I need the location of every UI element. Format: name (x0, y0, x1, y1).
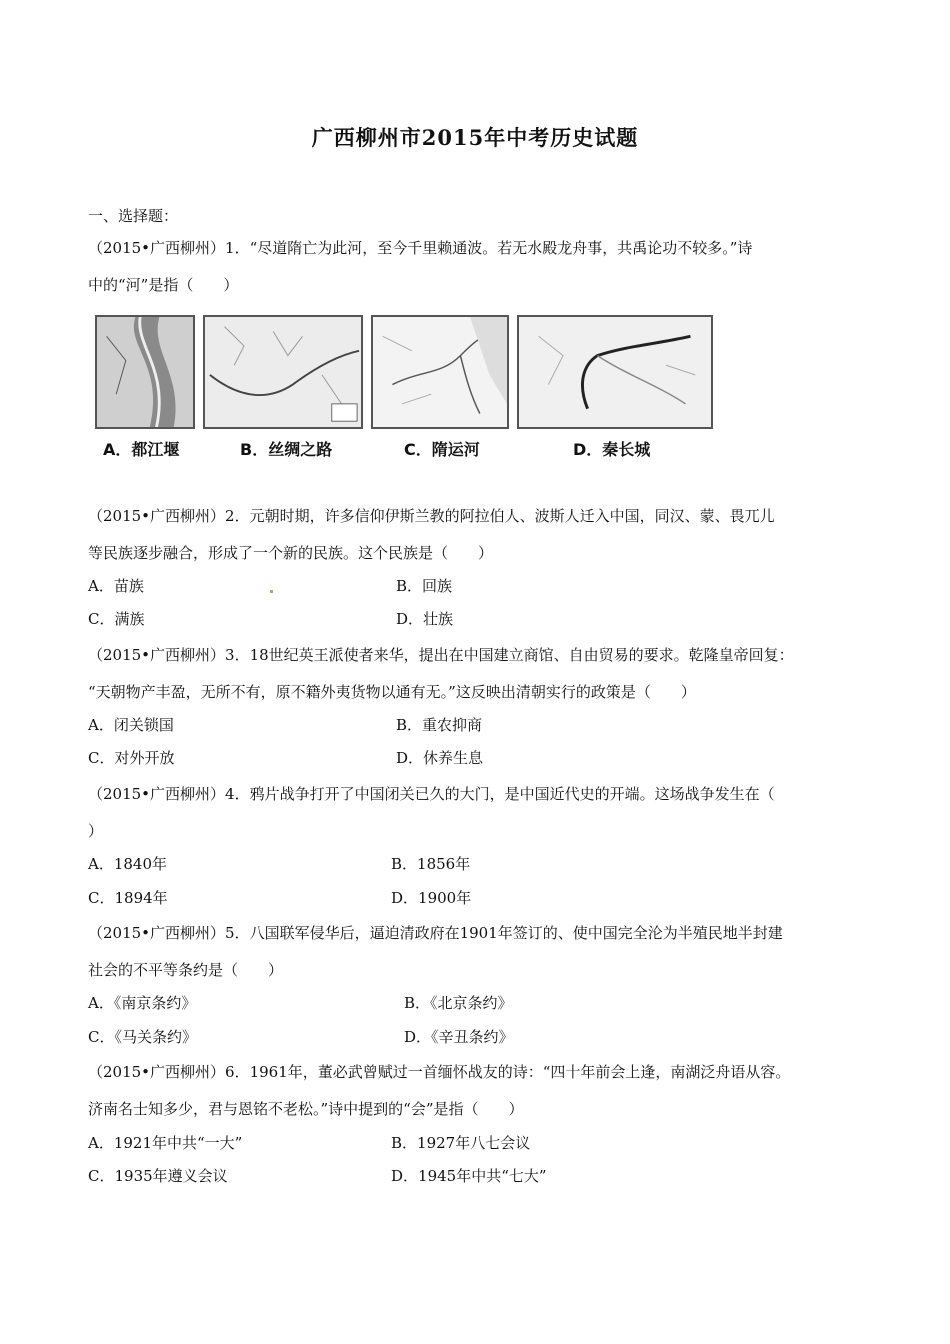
question-3-option-c: C．对外开放 (88, 749, 175, 767)
question-1-line-2: 中的“河”是指（ ） (88, 276, 239, 294)
question-4-option-d: D．1900年 (391, 889, 472, 907)
question-3-option-a: A．闭关锁国 (88, 716, 174, 734)
question-4-option-c: C．1894年 (88, 889, 168, 907)
question-2-line-1: （2015•广西柳州）2．元朝时期，许多信仰伊斯兰教的阿拉伯人、波斯人迁入中国，同汉、蒙、畏兀儿 (88, 507, 775, 525)
map-caption-d: D．秦长城 (573, 440, 651, 459)
question-2-line-2: 等民族逐步融合，形成了一个新的民族。这个民族是（ ） (88, 544, 494, 562)
question-2-option-a: A．苗族 (88, 577, 144, 595)
question-6-option-a: A．1921年中共“一大” (88, 1134, 243, 1152)
map-silk-road (203, 315, 363, 429)
question-5-option-d: D．《辛丑条约》 (404, 1028, 514, 1046)
map-caption-b: B．丝绸之路 (240, 440, 333, 459)
question-5-option-b: B．《北京条约》 (404, 994, 513, 1012)
question-4-option-b: B．1856年 (391, 855, 471, 873)
question-5-option-c: C．《马关条约》 (88, 1028, 197, 1046)
question-6-line-2: 济南名士知多少，君与恩铭不老松。”诗中提到的“会”是指（ ） (88, 1100, 524, 1118)
question-4-option-a: A．1840年 (88, 855, 168, 873)
question-6-line-1: （2015•广西柳州）6．1961年，董必武曾赋过一首缅怀战友的诗：“四十年前会上逢，南湖泛舟语从容。 (88, 1063, 791, 1081)
map-caption-a: A．都江堰 (103, 440, 180, 459)
question-2-option-c: C．满族 (88, 610, 145, 628)
question-6-option-c: C．1935年遵义会议 (88, 1167, 228, 1185)
question-6-option-d: D．1945年中共“七大” (391, 1167, 547, 1185)
scan-mark (270, 590, 273, 593)
question-1-line-1: （2015•广西柳州）1．“尽道隋亡为此河，至今千里赖通波。若无水殿龙舟事，共禹论功不较多。”诗 (88, 239, 753, 257)
question-3-line-2: “天朝物产丰盈，无所不有，原不籍外夷货物以通有无。”这反映出清朝实行的政策是（ ） (88, 683, 696, 701)
question-3-option-b: B．重农抑商 (396, 716, 483, 734)
question-2-option-b: B．回族 (396, 577, 453, 595)
map-qin-great-wall (517, 315, 713, 429)
question-3-option-d: D．休养生息 (396, 749, 484, 767)
map-sui-canal (371, 315, 509, 429)
map-caption-c: C．隋运河 (404, 440, 480, 459)
section-heading: 一、选择题： (88, 207, 179, 225)
question-5-option-a: A．《南京条约》 (88, 994, 197, 1012)
page-title: 广西柳州市2015年中考历史试题 (311, 125, 639, 150)
question-2-option-d: D．壮族 (396, 610, 454, 628)
question-4-line-1: （2015•广西柳州）4．鸦片战争打开了中国闭关已久的大门，是中国近代史的开端。这场战争发生在（ (88, 785, 775, 803)
question-5-line-2: 社会的不平等条约是（ ） (88, 961, 284, 979)
map-dujiangyan (95, 315, 195, 429)
question-5-line-1: （2015•广西柳州）5．八国联军侵华后，逼迫清政府在1901年签订的、使中国完全沦为半殖民地半封建 (88, 924, 783, 942)
question-3-line-1: （2015•广西柳州）3．18世纪英王派使者来华，提出在中国建立商馆、自由贸易的要求。乾隆皇帝回复： (88, 646, 794, 664)
question-4-line-2: ） (88, 822, 104, 840)
question-6-option-b: B．1927年八七会议 (391, 1134, 531, 1152)
